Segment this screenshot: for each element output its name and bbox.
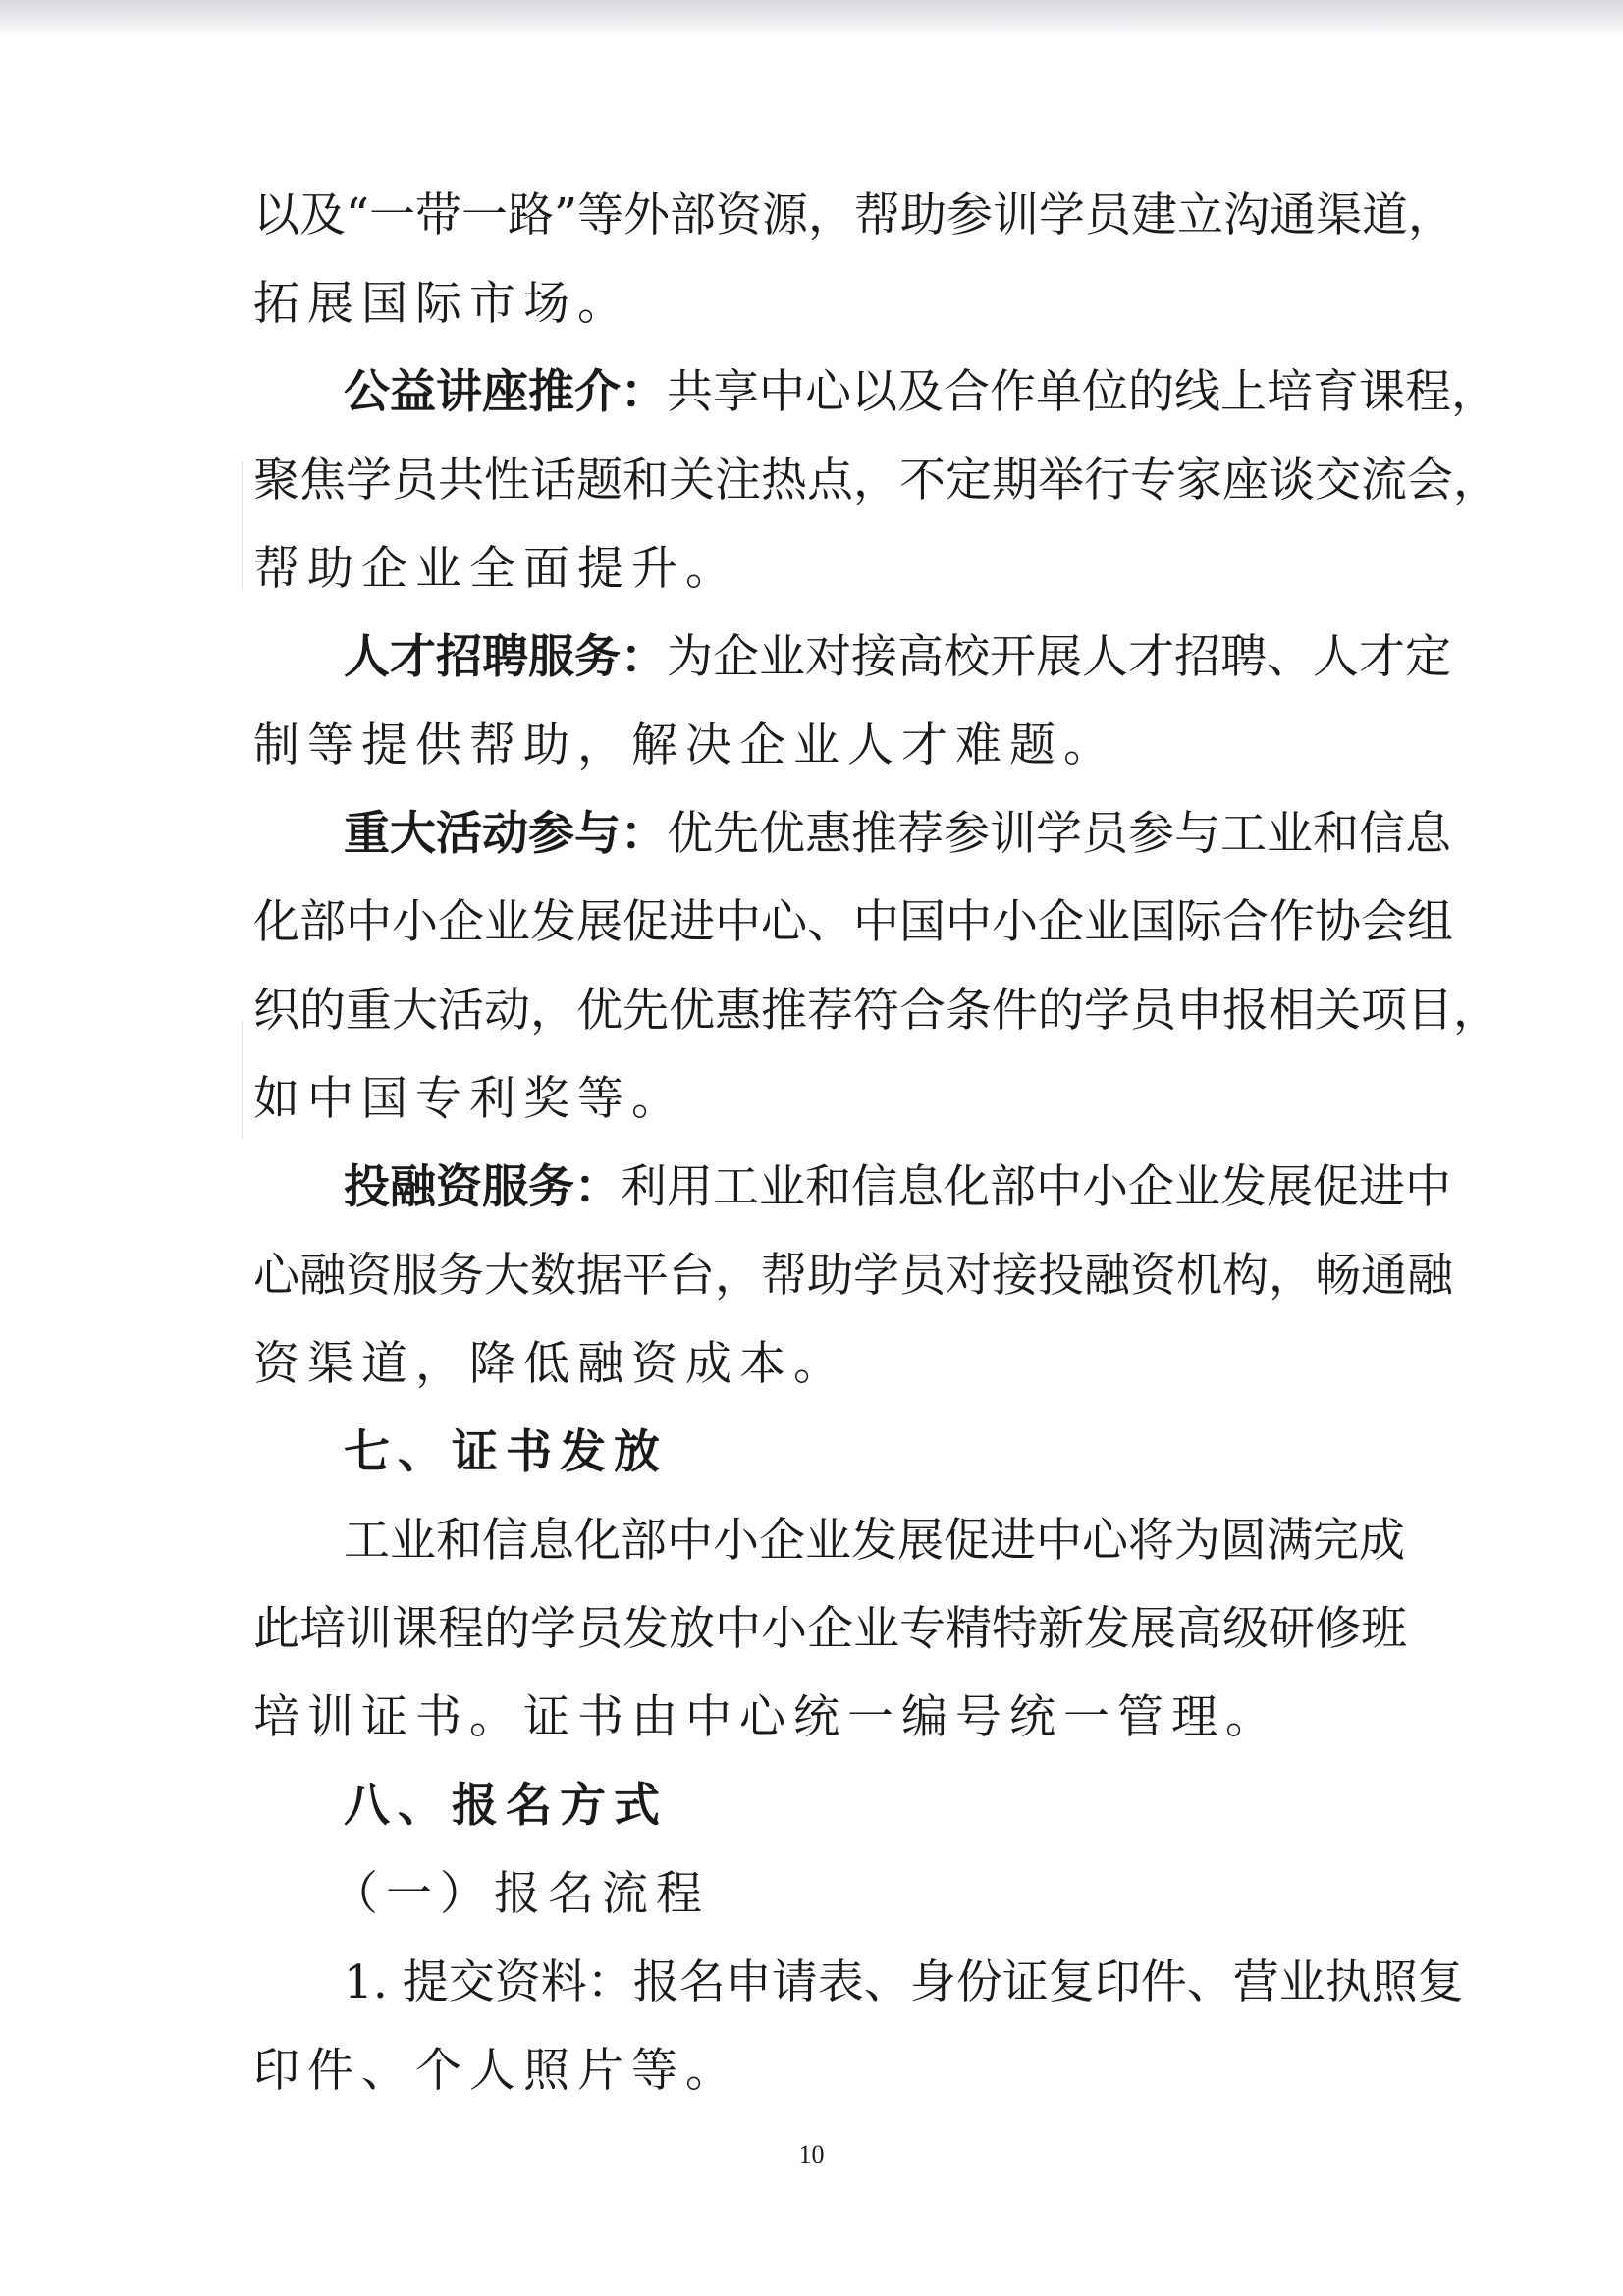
body-line: 帮助企业全面提升。 (253, 542, 739, 596)
section-heading: 七、证书发放 (344, 1425, 668, 1479)
service-term: 人才招聘服务： (344, 630, 667, 684)
body-line: 培训证书。证书由中心统一编号统一管理。 (253, 1690, 1279, 1744)
service-text: 利用工业和信息化部中小企业发展促进中 (621, 1160, 1451, 1214)
scan-mark (242, 461, 243, 589)
body-line: 制等提供帮助，解决企业人才难题。 (253, 719, 1117, 773)
section-heading: 八、报名方式 (344, 1779, 668, 1833)
body-line: 拓展国际市场。 (253, 277, 631, 331)
list-item-line: 1. 提交资料：报名申请表、身份证复印件、营业执照复 (344, 1955, 1464, 2009)
subsection-heading: （一）报名流程 (332, 1867, 710, 1921)
body-line: 资渠道，降低融资成本。 (253, 1337, 847, 1391)
body-line: 以及“一带一路”等外部资源，帮助参训学员建立沟通渠道， (253, 188, 1455, 242)
service-line (253, 1144, 1451, 1232)
service-text: 共享中心以及合作单位的线上培育课程， (667, 365, 1497, 419)
scan-edge-shadow (0, 0, 1623, 39)
service-text: 为企业对接高校开展人才招聘、人才定 (667, 630, 1451, 684)
service-term: 公益讲座推介： (344, 365, 667, 419)
page-number: 10 (798, 2140, 825, 2168)
service-line (253, 614, 1451, 702)
body-line: 心融资服务大数据平台，帮助学员对接投融资机构，畅通融 (253, 1249, 1453, 1303)
body-line: 织的重大活动，优先优惠推荐符合条件的学员申报相关项目， (253, 984, 1499, 1038)
service-term: 重大活动参与： (344, 807, 667, 861)
service-text: 优先优惠推荐参训学员参与工业和信息 (667, 807, 1451, 861)
service-term: 投融资服务： (344, 1160, 621, 1214)
body-line: 聚焦学员共性话题和关注热点，不定期举行专家座谈交流会， (253, 454, 1499, 507)
document-page (253, 172, 1499, 2115)
scan-mark (242, 1021, 243, 1139)
service-line (253, 790, 1451, 879)
body-line: 此培训课程的学员发放中小企业专精特新发展高级研修班 (253, 1602, 1407, 1656)
service-line (253, 348, 1497, 437)
body-line: 印件、个人照片等。 (253, 2044, 739, 2098)
body-line: 工业和信息化部中小企业发展促进中心将为圆满完成 (344, 1514, 1405, 1568)
body-line: 如中国专利奖等。 (253, 1072, 685, 1126)
body-line: 化部中小企业发展促进中心、中国中小企业国际合作协会组 (253, 895, 1453, 949)
